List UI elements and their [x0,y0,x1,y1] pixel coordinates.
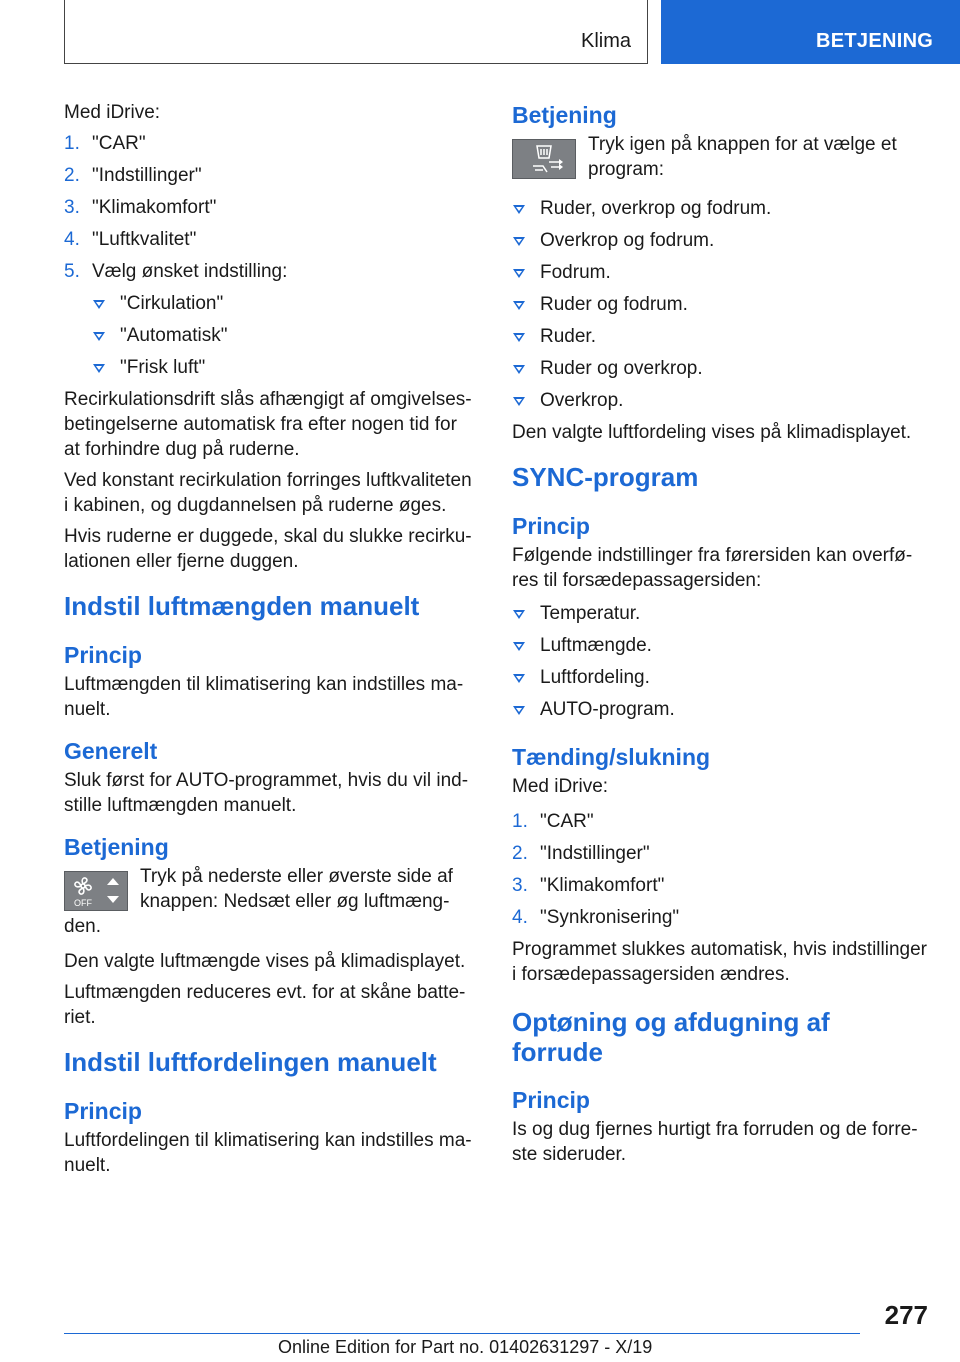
option-text: Ruder. [540,326,596,347]
list-item [512,292,930,317]
option-text: Ruder og overkrop. [540,358,703,379]
option-text: Fodrum. [540,262,611,283]
step-item [512,873,930,898]
step-text: "Indstillinger" [92,165,202,186]
triangle-bullet-icon [513,674,525,683]
footer-edition: Online Edition for Part no. 01402631297 - X/19 [278,1337,653,1357]
heading-sync-program: SYNC-program [512,462,699,492]
step-item [64,195,476,220]
heading-princip: Princip [64,1098,142,1124]
option-text: Ruder, overkrop og fodrum. [540,198,772,219]
distribution-options [512,196,930,413]
step-number: 2. [512,843,528,864]
heading-betjening: Betjening [64,834,169,860]
idrive-intro: Med iDrive: [64,102,161,123]
step-text: "CAR" [540,811,594,832]
generelt-text: Sluk først for AUTO-programmet, hvis du vil ind-stille luftmængden manuelt. [64,770,469,816]
fan-icon-off-label: OFF [74,898,92,908]
heading-princip: Princip [64,642,142,668]
triangle-bullet-icon [513,365,525,374]
distribution-button-text: Tryk igen på knappen for at vælge et program: [588,134,897,180]
triangle-bullet-icon [93,332,105,341]
step-text: "CAR" [92,133,146,154]
fan-button-text: Tryk på nederste eller øverste side af knappen: Nedsæt eller øg luftmæng-den. [64,866,453,937]
footer-divider [64,1333,860,1334]
heading-princip: Princip [512,513,590,539]
step-text: "Klimakomfort" [92,197,217,218]
step-number: 1. [512,811,528,832]
list-item [512,324,930,349]
step-text: "Indstillinger" [540,843,650,864]
circulation-options [92,291,476,380]
step-text: "Klimakomfort" [540,875,665,896]
step-item [512,809,930,834]
header-section-title: Klima [580,30,631,52]
recirculation-paragraph: Recirkulationsdrift slås afhængigt af omgivelses-betingelserne automatisk fra efter nogen tid for at forhindre dug på ruderne. [64,389,472,460]
step-number: 3. [64,197,80,218]
princip-text: Følgende indstillinger fra førersiden kan overfø-res til forsædepassagersiden: [512,545,913,591]
header-section-box [64,0,648,64]
step-number: 2. [64,165,80,186]
list-item [512,356,930,381]
princip-text: Luftmængden til klimatisering kan indstilles ma-nuelt. [64,674,464,720]
heading-on-off: Tænding/slukning [512,744,711,770]
option-text: Ruder og fodrum. [540,294,688,315]
step-number: 4. [64,229,80,250]
display-air-amount: Den valgte luftmængde vises på klimadisplayet. [64,951,466,972]
step-number: 5. [64,261,80,282]
heading-betjening: Betjening [512,102,617,128]
step-item [64,259,476,380]
heading-defrost: Optøning og afdugning af forrude [512,1007,830,1067]
option-text: AUTO-program. [540,699,675,720]
list-item [512,633,930,658]
header-chapter-tab: BETJENING [661,0,960,64]
list-item [512,388,930,413]
triangle-bullet-icon [513,706,525,715]
distribution-button-instruction [512,132,930,182]
air-distribution-button-icon [512,139,576,179]
onoff-paragraph: Programmet slukkes automatisk, hvis indstillinger i forsædepassagersiden ændres. [512,939,927,985]
option-text: "Cirkulation" [120,293,224,314]
step-text: "Synkronisering" [540,907,680,928]
list-item [512,228,930,253]
step-text: "Luftkvalitet" [92,229,197,250]
page-number: 277 [884,1300,928,1330]
step-text: Vælg ønsket indstilling: [92,261,288,282]
option-text: "Frisk luft" [120,357,206,378]
triangle-bullet-icon [513,333,525,342]
princip-text: Luftfordelingen til klimatisering kan indstilles ma-nuelt. [64,1130,472,1176]
list-item [512,601,930,626]
step-item [64,131,476,156]
battery-paragraph: Luftmængden reduceres evt. for at skåne batte-riet. [64,982,466,1028]
heading-air-amount: Indstil luftmængden manuelt [64,591,420,621]
heading-generelt: Generelt [64,738,158,764]
list-item [512,665,930,690]
triangle-bullet-icon [513,642,525,651]
triangle-bullet-icon [513,610,525,619]
list-item [512,697,930,722]
step-number: 4. [512,907,528,928]
list-item [92,291,476,316]
triangle-bullet-icon [513,397,525,406]
heading-air-distribution: Indstil luftfordelingen manuelt [64,1047,437,1077]
step-number: 1. [64,133,80,154]
option-text: Overkrop og fodrum. [540,230,715,251]
fan-button-instruction [64,864,476,939]
option-text: Temperatur. [540,603,641,624]
step-number: 3. [512,875,528,896]
triangle-bullet-icon [93,364,105,373]
triangle-bullet-icon [513,301,525,310]
idrive-steps [64,131,476,380]
triangle-bullet-icon [513,237,525,246]
heading-princip: Princip [512,1087,590,1113]
option-text: Overkrop. [540,390,624,411]
step-item [512,905,930,930]
list-item [512,260,930,285]
step-item [64,227,476,252]
sync-items [512,601,930,722]
fogged-windows-paragraph: Hvis ruderne er duggede, skal du slukke recirku-lationen eller fjerne duggen. [64,526,472,572]
left-column [64,100,476,1184]
air-quality-paragraph: Ved konstant recirkulation forringes luftkvaliteten i kabinen, og dugdannelsen på ruderne øges. [64,470,472,516]
right-column [512,100,930,1173]
step-item [512,841,930,866]
triangle-bullet-icon [513,205,525,214]
princip-text: Is og dug fjernes hurtigt fra forruden og de forre-ste sideruder. [512,1119,918,1165]
triangle-bullet-icon [513,269,525,278]
triangle-bullet-icon [93,300,105,309]
list-item [512,196,930,221]
option-text: "Automatisk" [120,325,228,346]
onoff-steps [512,809,930,930]
option-text: Luftfordeling. [540,667,650,688]
fan-button-icon [64,871,128,911]
list-item [92,323,476,348]
distribution-display-text: Den valgte luftfordeling vises på klimadisplayet. [512,422,912,443]
step-item [64,163,476,188]
option-text: Luftmængde. [540,635,652,656]
list-item [92,355,476,380]
onoff-intro: Med iDrive: [512,776,609,797]
